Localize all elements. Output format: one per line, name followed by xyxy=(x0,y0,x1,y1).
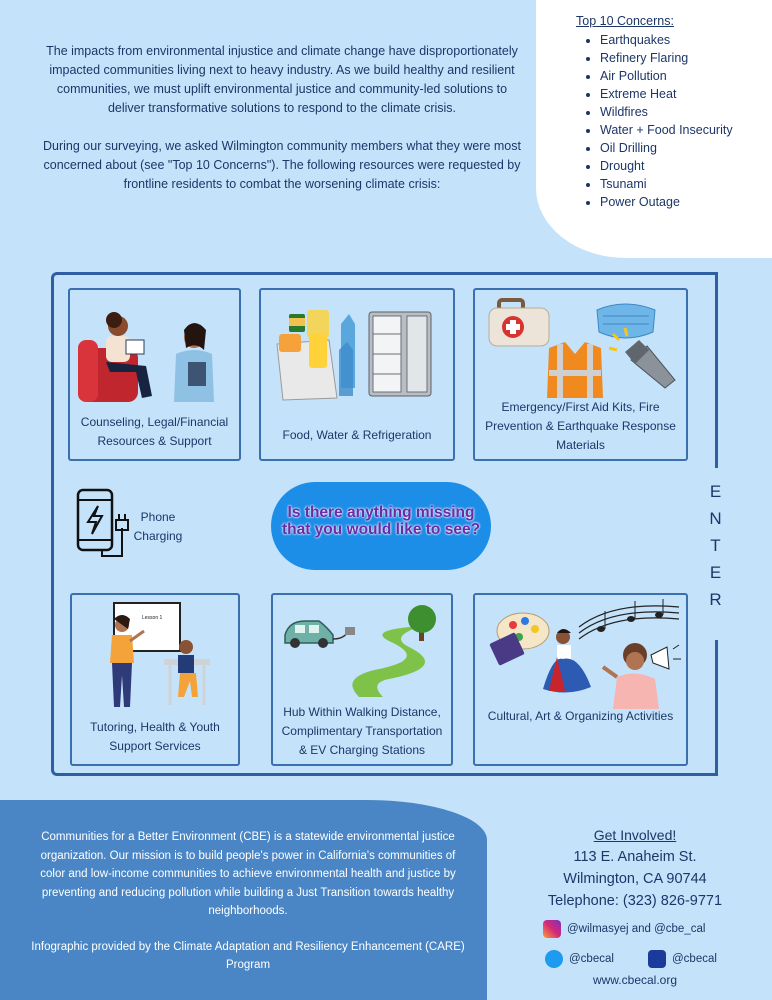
concern-item: • Extreme Heat xyxy=(600,85,772,103)
enter-letter: E xyxy=(709,482,723,501)
about-text xyxy=(28,828,468,992)
resource-card-food xyxy=(259,288,455,461)
concern-item: • Water + Food Insecurity xyxy=(600,121,772,139)
phone-charging-label: Phone Charging xyxy=(133,510,183,543)
twitter-icon xyxy=(545,950,563,968)
concerns-title: Top 10 Concerns: xyxy=(576,14,674,28)
frame-border xyxy=(56,773,718,776)
counselors-illustration xyxy=(76,310,236,405)
twitter-text: @cbecal xyxy=(569,953,614,965)
resource-card-tutoring xyxy=(70,593,240,766)
intro-paragraph-1: The impacts from environmental injustice and climate change have disproportionately impacted communities living next to heavy industry. As we build healthy and resilient communities, we must uplift environmental justice and community-led solutions to deliver transformative solutions to respond to the climate crisis. xyxy=(46,44,518,115)
resource-label: Food, Water & Refrigeration xyxy=(282,428,432,442)
concern-item: • Tsunami xyxy=(600,175,772,193)
intro-paragraph-2: During our surveying, we asked Wilmington community members what they were most concerned about (see "Top 10 Concerns"). The following resources were requested by frontline residents to combat the worsening climate crisis: xyxy=(43,139,521,191)
cultural-activities-illustration xyxy=(483,597,683,709)
enter-vertical-text xyxy=(702,478,730,613)
music-notes-icon xyxy=(579,599,679,639)
concern-item: • Oil Drilling xyxy=(600,139,772,157)
facebook-handle[interactable] xyxy=(648,950,717,968)
street-address: 113 E. Anaheim St. xyxy=(573,849,697,865)
first-aid-kit-icon xyxy=(489,300,549,346)
groceries-illustration xyxy=(269,304,449,402)
dancer-illustration xyxy=(543,629,591,693)
feedback-prompt-text: Is there anything missing that you would like to see? xyxy=(281,504,481,538)
resource-label: Tutoring, Health & Youth Support Services xyxy=(90,720,220,753)
concern-item: • Power Outage xyxy=(600,193,772,211)
resource-card-counseling xyxy=(68,288,241,461)
lesson-board-text: Lesson 1 xyxy=(142,615,163,621)
art-palette-icon xyxy=(489,613,549,666)
facebook-text: @cbecal xyxy=(672,953,717,965)
instagram-icon xyxy=(543,920,561,938)
instagram-handle[interactable] xyxy=(543,920,705,938)
enter-letter: R xyxy=(709,590,723,609)
resource-label: Cultural, Art & Organizing Activities xyxy=(487,709,674,723)
credit-paragraph: Infographic provided by the Climate Adaptation and Resiliency Enhancement (CARE) Program xyxy=(31,940,465,971)
emergency-supplies-illustration xyxy=(485,294,681,400)
city-address: Wilmington, CA 90744 xyxy=(563,871,707,887)
enter-letter: T xyxy=(710,536,722,555)
teacher-student-illustration xyxy=(80,599,234,711)
enter-letter: E xyxy=(709,563,723,582)
twitter-handle[interactable] xyxy=(545,950,614,968)
concern-item: • Refinery Flaring xyxy=(600,49,772,67)
path-tree-illustration xyxy=(279,597,449,701)
resource-label: Counseling, Legal/Financial Resources & Support xyxy=(80,415,229,448)
frame-border xyxy=(56,272,718,275)
concern-item: • Air Pollution xyxy=(600,67,772,85)
intro-text xyxy=(40,42,524,213)
telephone: Telephone: (323) 826-9771 xyxy=(547,893,723,909)
resource-card-emergency xyxy=(473,288,688,461)
ev-car-icon xyxy=(285,621,355,648)
concern-item: • Wildfires xyxy=(600,103,772,121)
frame-border xyxy=(51,272,57,776)
contact-block xyxy=(520,824,750,912)
resource-card-hub xyxy=(271,593,453,766)
resource-label: Emergency/First Aid Kits, Fire Prevention & Earthquake Response Materials xyxy=(485,400,676,452)
top-concerns-list xyxy=(576,12,772,211)
get-involved-heading: Get Involved! xyxy=(593,827,677,843)
frame-border xyxy=(715,272,718,468)
frame-border xyxy=(715,640,718,776)
about-paragraph: Communities for a Better Environment (CBE) is a statewide environmental justice organization. Our mission is to build people's power in California's communities of color and low-income communities to achieve environmental health and justice by preventing and reducing pollution while building a Just Transition towards healthy neighborhoods. xyxy=(40,831,456,917)
instagram-text: @wilmasyej and @cbe_cal xyxy=(567,923,706,935)
website-link[interactable]: www.cbecal.org xyxy=(592,973,678,987)
resource-label: Hub Within Walking Distance, Complimentary Transportation & EV Charging Stations xyxy=(281,705,443,757)
resource-card-cultural xyxy=(473,593,688,766)
concern-item: • Drought xyxy=(600,157,772,175)
safety-vest-icon xyxy=(547,342,603,398)
facebook-icon xyxy=(648,950,666,968)
phone-charging-icon xyxy=(72,488,134,560)
megaphone-speaker-illustration xyxy=(603,643,681,709)
enter-letter: N xyxy=(709,509,723,528)
concern-item: • Earthquakes xyxy=(600,31,772,49)
